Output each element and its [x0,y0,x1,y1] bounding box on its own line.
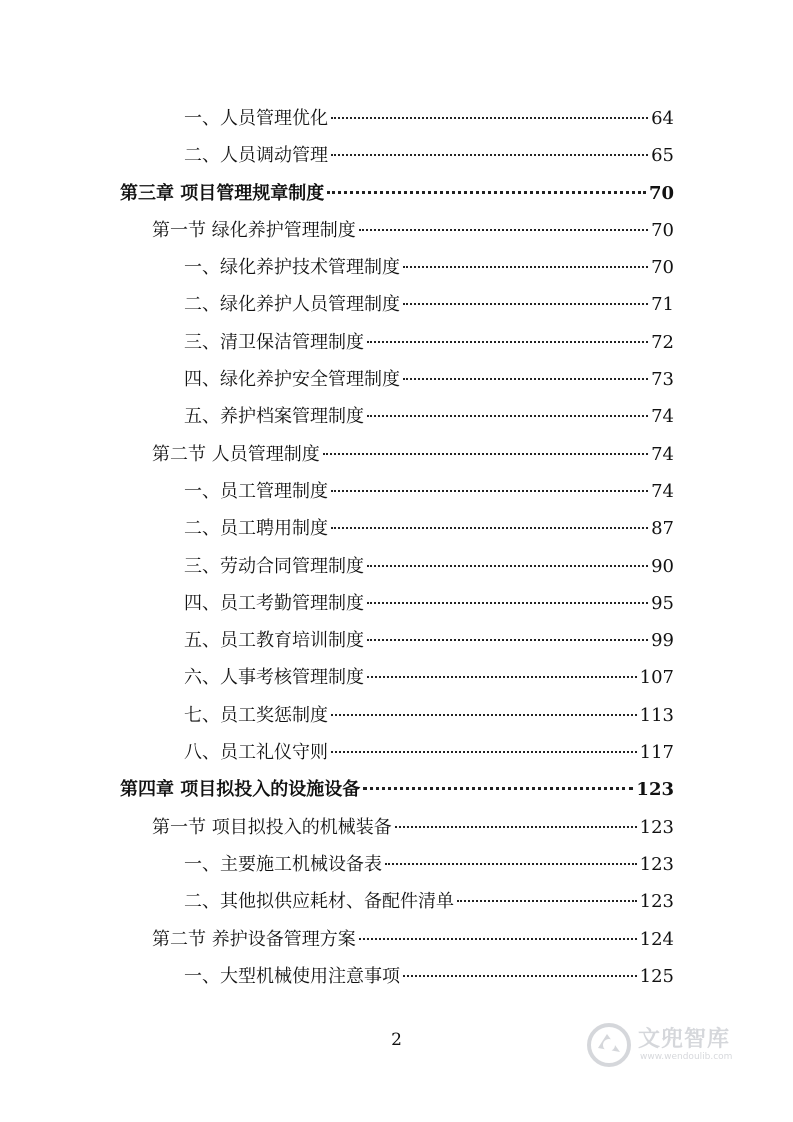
toc-dot-leader [403,303,648,305]
toc-entry-item[interactable] [120,473,674,510]
toc-entry-page: 125 [639,965,674,987]
toc-entry-page: 124 [639,928,674,950]
toc-entry-page: 73 [651,369,674,391]
toc-entry-page: 74 [651,406,674,428]
toc-entry-page: 90 [651,555,674,577]
toc-entry-title: 一、绿化养护技术管理制度 [184,257,400,279]
toc-entry-title: 四、员工考勤管理制度 [184,592,364,614]
toc-entry-page: 70 [648,182,674,204]
toc-entry-item[interactable] [120,958,674,995]
toc-entry-page: 117 [639,742,674,764]
watermark-url: www.wendoulib.com [640,1052,733,1062]
toc-entry-title: 二、员工聘用制度 [184,518,328,540]
toc-entry-item[interactable] [120,286,674,323]
toc-entry-title: 二、人员调动管理 [184,145,328,167]
toc-entry-item[interactable] [120,622,674,659]
toc-entry-page: 70 [651,257,674,279]
toc-entry-page: 95 [651,592,674,614]
toc-dot-leader [331,154,648,156]
toc-entry-section[interactable] [120,436,674,473]
toc-dot-leader [385,863,637,865]
toc-dot-leader [395,826,637,828]
toc-dot-leader [327,191,646,194]
toc-dot-leader [403,975,637,977]
toc-entry-item[interactable] [120,324,674,361]
toc-entry-title: 第三章 项目管理规章制度 [120,182,325,204]
toc-dot-leader [403,378,648,380]
toc-dot-leader [403,266,648,268]
toc-entry-title: 七、员工奖惩制度 [184,704,328,726]
toc-entry-chapter[interactable] [120,175,674,212]
watermark-logo-icon [586,1022,632,1068]
toc-entry-title: 第一节 绿化养护管理制度 [152,219,356,241]
toc-entry-title: 一、主要施工机械设备表 [184,853,382,875]
toc-entry-item[interactable] [120,734,674,771]
toc-entry-title: 八、员工礼仪守则 [184,742,328,764]
toc-entry-item[interactable] [120,361,674,398]
toc-dot-leader [367,676,637,678]
toc-dot-leader [323,453,648,455]
toc-entry-title: 一、大型机械使用注意事项 [184,965,400,987]
toc-dot-leader [331,527,648,529]
toc-entry-title: 六、人事考核管理制度 [184,667,364,689]
toc-entry-title: 第一节 项目拟投入的机械装备 [152,816,392,838]
toc-entry-title: 三、劳动合同管理制度 [184,555,364,577]
toc-entry-title: 第二节 人员管理制度 [152,443,320,465]
toc-entry-item[interactable] [120,883,674,920]
toc-entry-title: 三、清卫保洁管理制度 [184,331,364,353]
toc-entry-chapter[interactable] [120,771,674,808]
toc-entry-page: 70 [651,219,674,241]
toc-entry-item[interactable] [120,659,674,696]
toc-entry-section[interactable] [120,809,674,846]
toc-entry-section[interactable] [120,212,674,249]
toc-entry-page: 64 [651,108,674,129]
page-number: 2 [391,1030,402,1050]
watermark [586,1018,756,1072]
toc-entry-page: 123 [639,816,674,838]
toc-entry-page: 65 [651,145,674,167]
toc-entry-page: 74 [651,443,674,465]
toc-dot-leader [331,117,648,119]
toc-entry-page: 123 [636,779,674,801]
toc-entry-item[interactable] [120,510,674,547]
toc-dot-leader [457,900,637,902]
watermark-name: 文兜智库 [638,1027,731,1052]
toc-entry-title: 一、员工管理制度 [184,480,328,502]
toc-entry-section[interactable] [120,921,674,958]
toc-dot-leader [367,602,648,604]
toc-entry-item[interactable] [120,585,674,622]
toc-dot-leader [367,565,648,567]
toc-entry-item[interactable] [120,249,674,286]
toc-entry-title: 四、绿化养护安全管理制度 [184,369,400,391]
toc-entry-title: 五、员工教育培训制度 [184,630,364,652]
toc-entry-page: 74 [651,480,674,502]
toc-entry-item[interactable] [120,100,674,137]
toc-dot-leader [359,229,648,231]
toc-dot-leader [331,751,637,753]
toc-entry-item[interactable] [120,398,674,435]
toc-dot-leader [367,415,648,417]
toc-entry-page: 71 [651,294,674,316]
toc-dot-leader [359,938,637,940]
toc-entry-item[interactable] [120,846,674,883]
toc-entry-title: 一、人员管理优化 [184,108,328,129]
toc-entry-page: 123 [639,853,674,875]
table-of-contents [120,100,674,995]
toc-entry-page: 72 [651,331,674,353]
toc-entry-page: 123 [639,891,674,913]
toc-dot-leader [331,714,637,716]
toc-entry-title: 五、养护档案管理制度 [184,406,364,428]
toc-entry-page: 107 [639,667,674,689]
toc-entry-title: 二、其他拟供应耗材、备配件清单 [184,891,454,913]
toc-dot-leader [331,490,648,492]
toc-dot-leader [367,639,648,641]
toc-entry-page: 87 [651,518,674,540]
toc-entry-item[interactable] [120,697,674,734]
toc-entry-item[interactable] [120,137,674,174]
toc-dot-leader [367,341,648,343]
toc-entry-title: 第四章 项目拟投入的设施设备 [120,779,361,801]
toc-entry-page: 113 [639,704,674,726]
toc-entry-page: 99 [651,630,674,652]
toc-entry-title: 二、绿化养护人员管理制度 [184,294,400,316]
toc-dot-leader [363,787,633,790]
toc-entry-title: 第二节 养护设备管理方案 [152,928,356,950]
toc-entry-item[interactable] [120,548,674,585]
